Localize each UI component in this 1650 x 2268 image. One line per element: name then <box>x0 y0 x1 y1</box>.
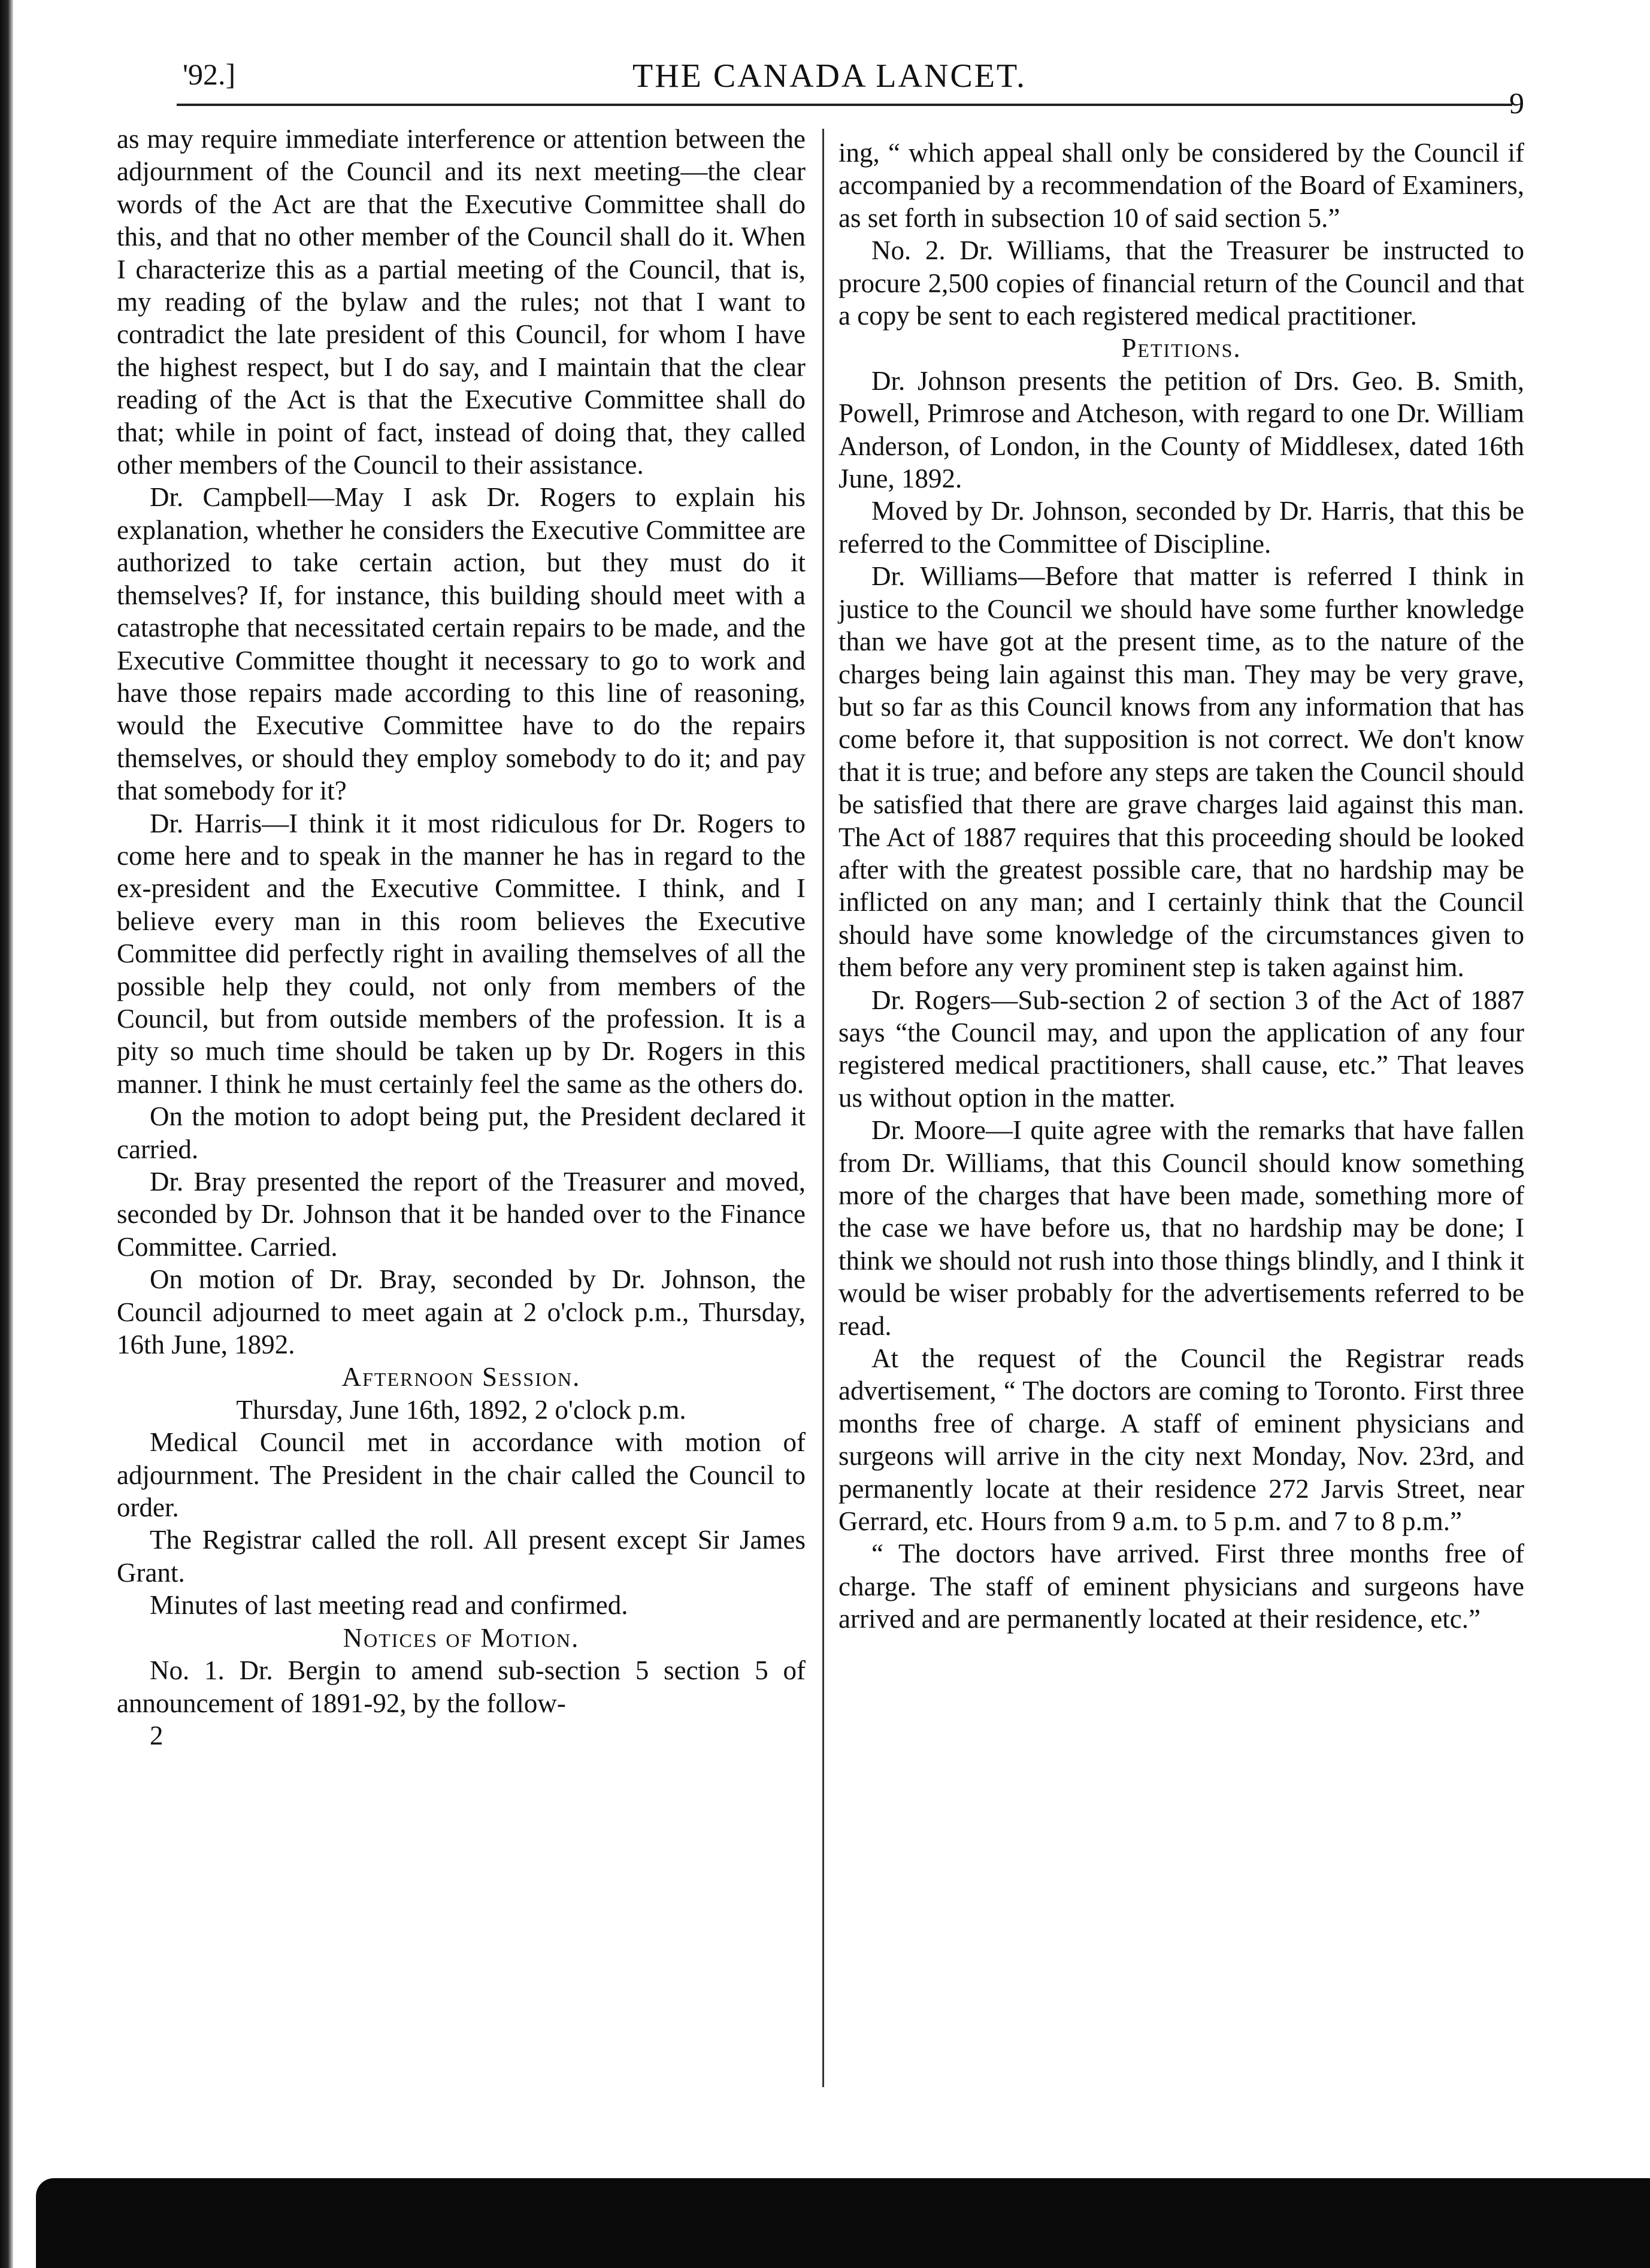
paragraph: The Registrar called the roll. All present except Sir James Grant. <box>117 1525 806 1588</box>
paragraph: On the motion to adopt being put, the President declared it carried. <box>117 1101 806 1164</box>
paragraph: as may require immediate interference or attention between the adjournment of the Council and its next meeting—the clear words of the Act are that the Executive Committee shall do this, and that no other member of the Council shall do it. When I characterize this as a partial meeting of the Council, that is, my reading of the bylaw and the rules; not that I want to contradict the late president of this Council, for whom I have the highest respect, but I do say, and I maintain that the clear reading of the Act is that the Executive Committee shall do that; while in point of fact, instead of doing that, they called other members of the Council to their assistance. <box>117 124 806 480</box>
paragraph: Dr. Moore—I quite agree with the remarks that have fallen from Dr. Williams, that this Council should know something more of the charges that have been made, something more of the case we have before us, that no hardship may be done; I think we should not rush into those things blindly, and I think it would be wiser probably for the advertisements referred to be read. <box>838 1115 1524 1341</box>
paragraph: Moved by Dr. Johnson, seconded by Dr. Harris, that this be referred to the Committee of Discipline. <box>838 496 1524 559</box>
section-heading-petitions: Petitions. <box>1121 333 1242 364</box>
running-header <box>147 57 1524 123</box>
scan-edge-left <box>0 0 13 2268</box>
journal-title: THE CANADA LANCET. <box>632 57 1027 95</box>
paragraph: On motion of Dr. Bray, seconded by Dr. Johnson, the Council adjourned to meet again at 2 o'clock p.m., Thursday, 16th June, 1892. <box>117 1264 806 1360</box>
session-dateline: Thursday, June 16th, 1892, 2 o'clock p.m. <box>236 1394 686 1425</box>
paragraph: “ The doctors have arrived. First three months free of charge. The staff of eminent physicians and surgeons have arrived and are permanently located at their residence, etc.” <box>838 1539 1524 1634</box>
header-year: '92.] <box>183 57 236 91</box>
paragraph: Minutes of last meeting read and confirmed. <box>150 1590 628 1621</box>
header-rule <box>177 104 1512 106</box>
paragraph: Dr. Williams—Before that matter is referred I think in justice to the Council we should have some further knowledge than we have got at the present time, as to the nature of the charges being lain against this man. They may be very grave, but so far as this Council knows from any information that has come before it, that supposition is not correct. We don't know that it is true; and before any steps are taken the Council should be satisfied that there are grave charges laid against this man. The Act of 1887 requires that this proceeding should be looked after with the greatest possible care, that no hardship may be inflicted on any man; and I certainly think that the Council should have some knowledge of the circumstances given to them before any very prominent step is taken against him. <box>838 561 1524 983</box>
section-heading-notices: Notices of Motion. <box>343 1622 580 1653</box>
paragraph: Medical Council met in accordance with motion of adjournment. The President in the chair called the Council to order. <box>117 1427 806 1523</box>
paragraph: No. 1. Dr. Bergin to amend sub-section 5 section 5 of announcement of 1891-92, by the follow- <box>117 1655 806 1718</box>
paragraph: Dr. Bray presented the report of the Treasurer and moved, seconded by Dr. Johnson that it be handed over to the Finance Committee. Carried. <box>117 1167 806 1262</box>
page-number: 9 <box>1509 86 1524 120</box>
paragraph: ing, “ which appeal shall only be considered by the Council if accompanied by a recommendation of the Board of Examiners, as set forth in subsection 10 of said section 5.” <box>838 138 1524 233</box>
section-heading-afternoon: Afternoon Session. <box>341 1362 581 1392</box>
paragraph: Dr. Rogers—Sub-section 2 of section 3 of the Act of 1887 says “the Council may, and upon the application of any four registered medical practitioners, shall cause, etc.” That leaves us without option in the matter. <box>838 985 1524 1113</box>
column-divider <box>822 129 824 2087</box>
signature-mark: 2 <box>150 1720 164 1751</box>
paragraph: At the request of the Council the Registrar reads advertisement, “ The doctors are coming to Toronto. First three months free of charge. A staff of eminent physicians and surgeons will arrive in the city next Monday, Nov. 23rd, and permanently locate at their residence 272 Jarvis Street, near Gerrard, etc. Hours from 9 a.m. to 5 p.m. and 7 to 8 p.m.” <box>838 1343 1524 1537</box>
left-column <box>117 123 806 1752</box>
paragraph: Dr. Campbell—May I ask Dr. Rogers to explain his explanation, whether he considers the Executive Committee are authorized to take certain action, but they must do it themselves? If, for instance, this building should meet with a catastrophe that necessitated certain repairs to be made, and the Executive Committee thought it necessary to go to work and have those repairs made according to this line of reasoning, would the Executive Committee have to do the repairs themselves, or should they employ somebody to do it; and pay that somebody for it? <box>117 482 806 806</box>
paragraph: Dr. Harris—I think it it most ridiculous for Dr. Rogers to come here and to speak in the manner he has in regard to the ex-president and the Executive Committee. I think, and I believe every man in this room believes the Executive Committee did perfectly right in availing themselves of all the possible help they could, not only from members of the Council, but from outside members of the profession. It is a pity so much time should be taken up by Dr. Rogers in this manner. I think he must certainly feel the same as the others do. <box>117 808 806 1099</box>
right-column <box>838 137 1524 1636</box>
paragraph: No. 2. Dr. Williams, that the Treasurer be instructed to procure 2,500 copies of financial return of the Council and that a copy be sent to each registered medical practitioner. <box>838 235 1524 331</box>
scan-edge-bottom <box>36 2178 1650 2268</box>
paragraph: Dr. Johnson presents the petition of Drs. Geo. B. Smith, Powell, Primrose and Atcheson, with regard to one Dr. William Anderson, of London, in the County of Middlesex, dated 16th June, 1892. <box>838 365 1524 494</box>
